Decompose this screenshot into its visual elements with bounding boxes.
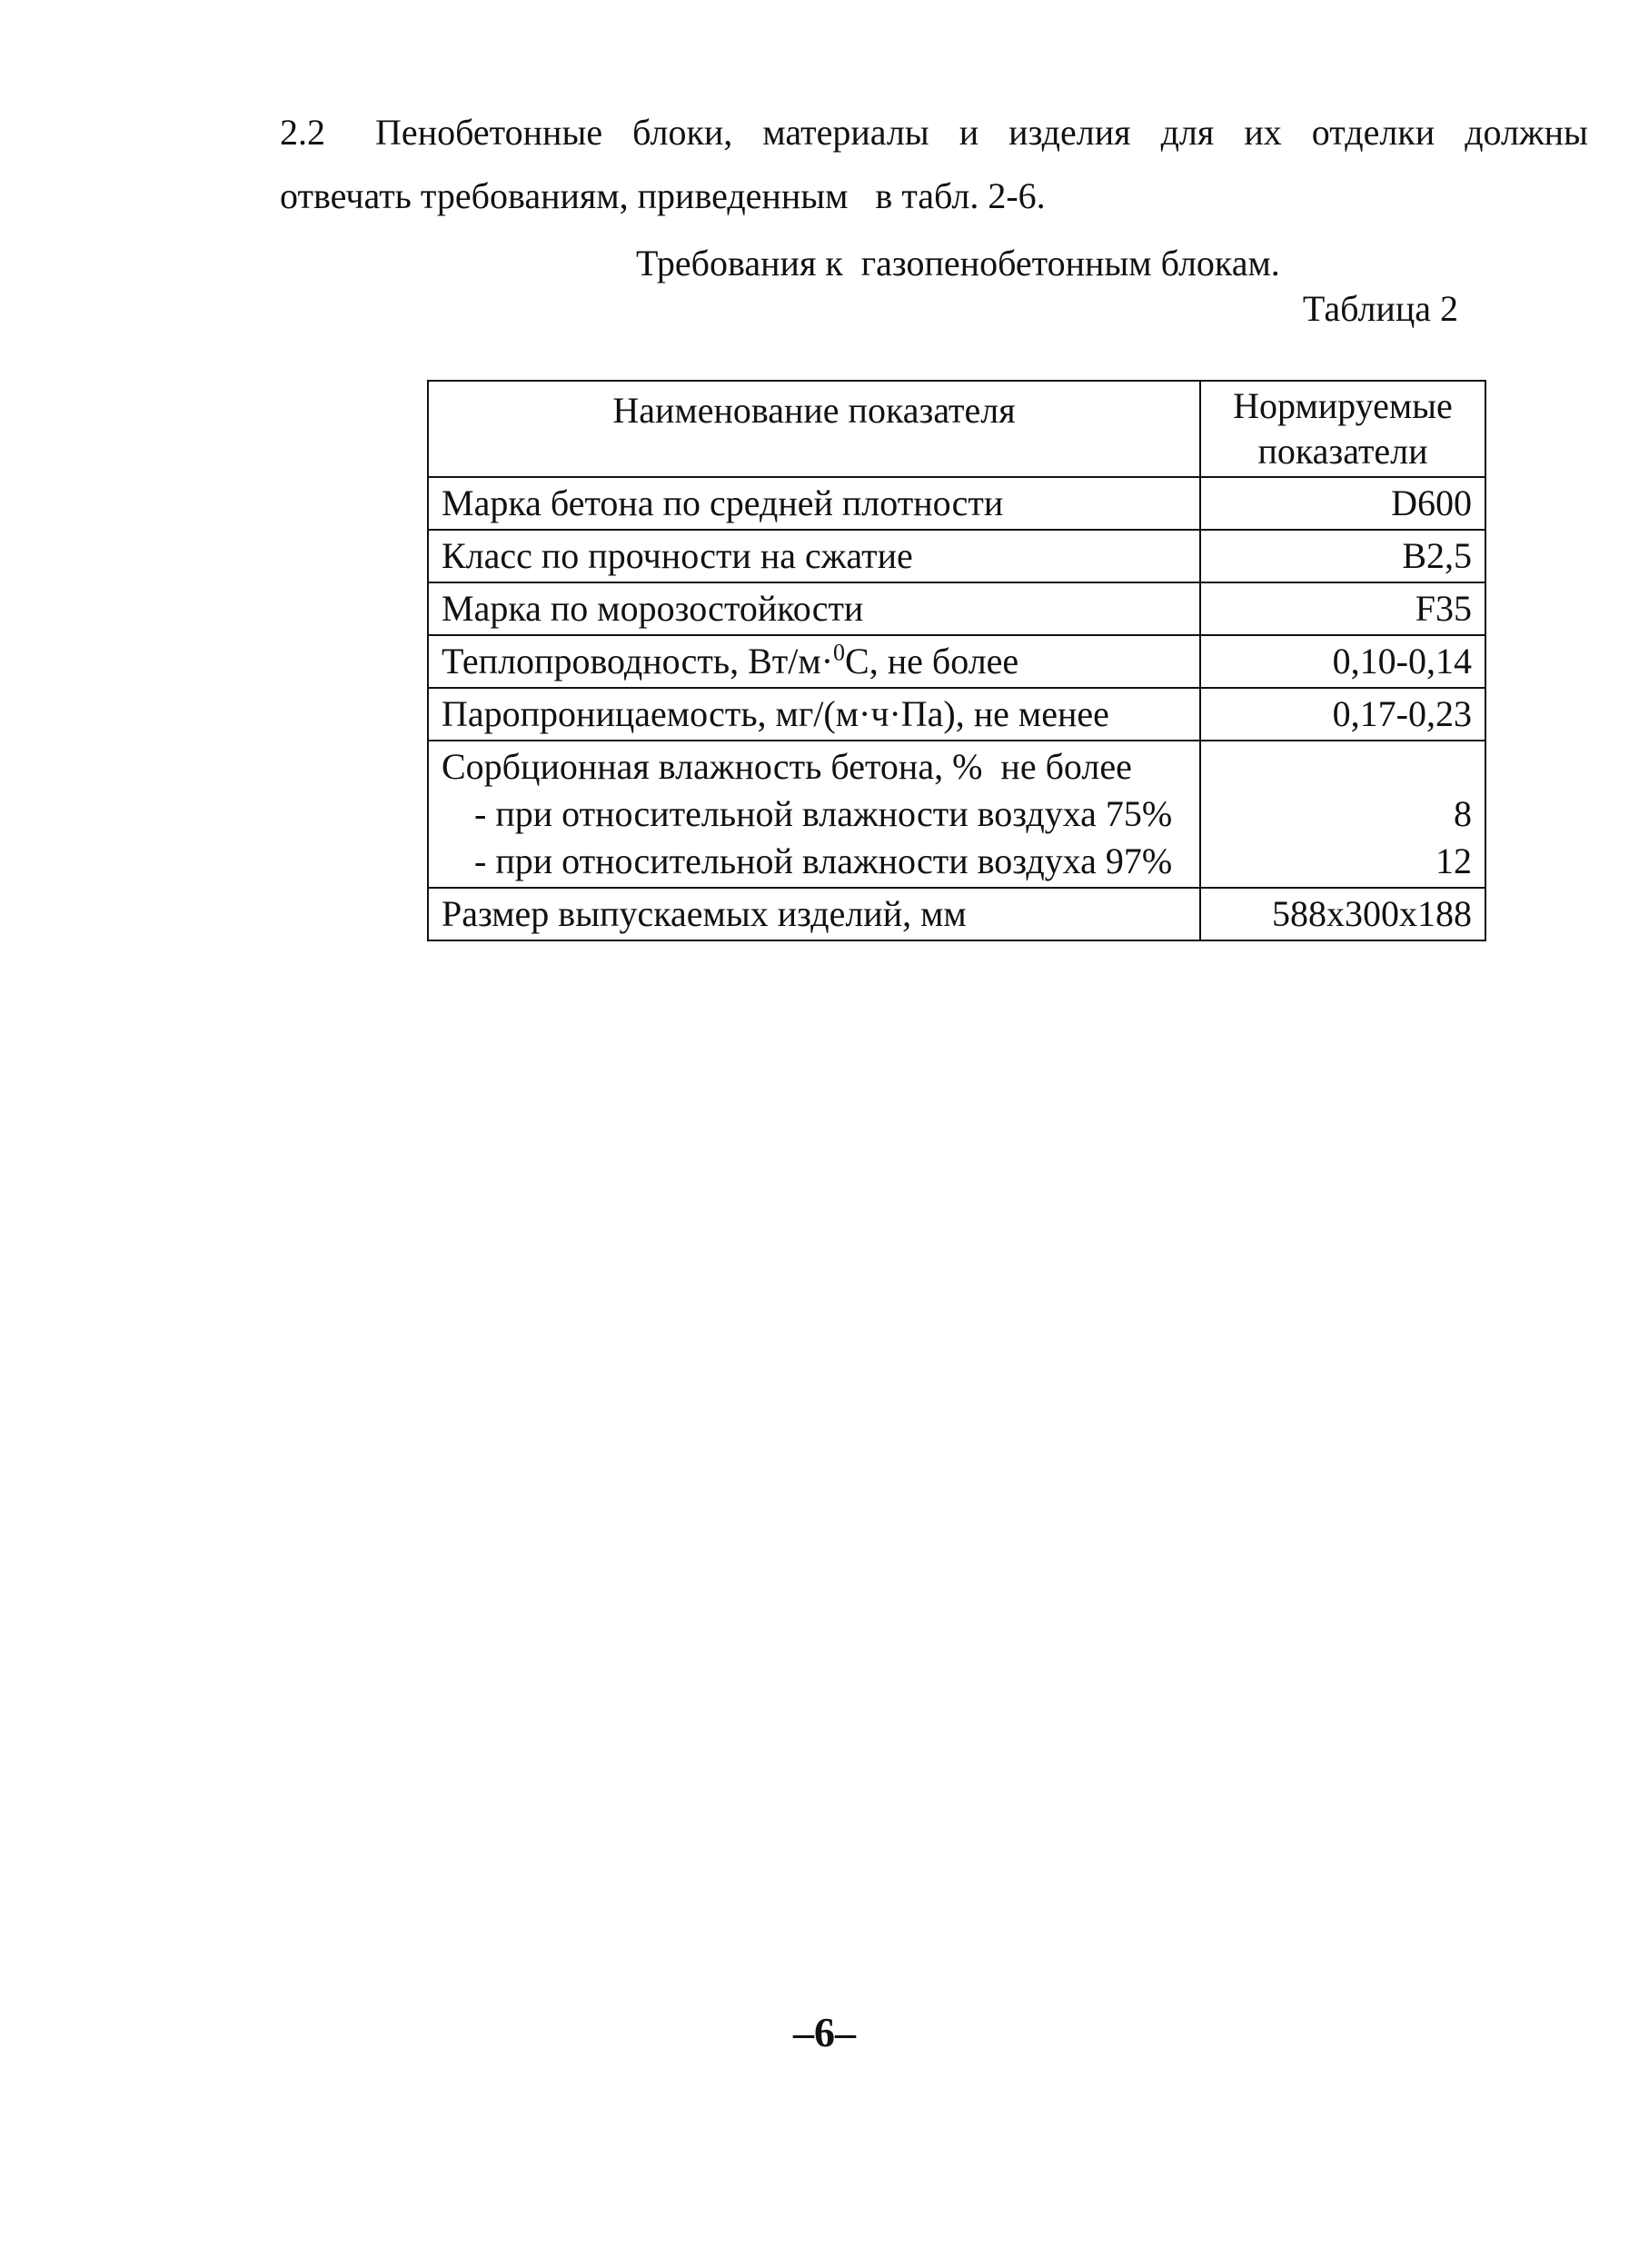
paragraph-word: отделки [1311,112,1435,153]
paragraph-line-2: отвечать требованиям, приведенным в табл. 2-6. [280,175,1046,216]
table-row [428,635,1485,688]
header-value-line2: показатели [1257,431,1428,472]
table-row [428,530,1485,582]
degree-superscript: 0 [833,639,846,666]
row-values [1200,741,1485,888]
paragraph-word: изделия [1008,112,1131,153]
paragraph-word: и [959,112,979,153]
row-name: Паропроницаемость, мг/(м·ч·Па), не менее [428,688,1200,741]
paragraph-word: их [1244,112,1282,153]
table-row [428,741,1485,888]
row-name-part1: Теплопроводность, Вт/м· [442,641,834,681]
row-name-part2: С, не более [845,641,1019,681]
row-name-main: Сорбционная влажность бетона, % не более [442,746,1132,787]
row-name-sub2: - при относительной влажности воздуха 97% [474,841,1173,881]
row-name [428,635,1200,688]
header-name: Наименование показателя [428,381,1200,477]
row-value: 588x300x188 [1200,888,1485,940]
row-value: F35 [1200,582,1485,635]
row-name: Марка бетона по средней плотности [428,477,1200,530]
row-value: 0,17-0,23 [1200,688,1485,741]
row-name [428,741,1200,888]
table-row [428,582,1485,635]
row-value: 0,10-0,14 [1200,635,1485,688]
paragraph-word: для [1160,112,1215,153]
paragraph-word: Пенобетонные [375,112,603,153]
table-number: Таблица 2 [1302,288,1458,329]
paragraph-word: блоки, [632,112,733,153]
row-name: Класс по прочности на сжатие [428,530,1200,582]
requirements-table [427,380,1486,941]
table-row [428,888,1485,940]
row-value: D600 [1200,477,1485,530]
table-row [428,477,1485,530]
header-value [1200,381,1485,477]
row-name-sub1: - при относительной влажности воздуха 75% [474,793,1173,834]
row-name: Марка по морозостойкости [428,582,1200,635]
paragraph-word: материалы [762,112,929,153]
page-number: –6– [793,2009,856,2055]
row-value-sub2: 12 [1435,841,1472,881]
header-value-line1: Нормируемые [1233,385,1453,426]
table-row [428,688,1485,741]
paragraph-line-1 [280,105,1588,160]
table-title: Требования к газопенобетонным блокам. [636,243,1280,284]
row-value-sub1: 8 [1454,793,1472,834]
table-header-row [428,381,1485,477]
row-name: Размер выпускаемых изделий, мм [428,888,1200,940]
paragraph-number: 2.2 [280,112,325,153]
paragraph-word: должны [1465,112,1588,153]
row-value: B2,5 [1200,530,1485,582]
